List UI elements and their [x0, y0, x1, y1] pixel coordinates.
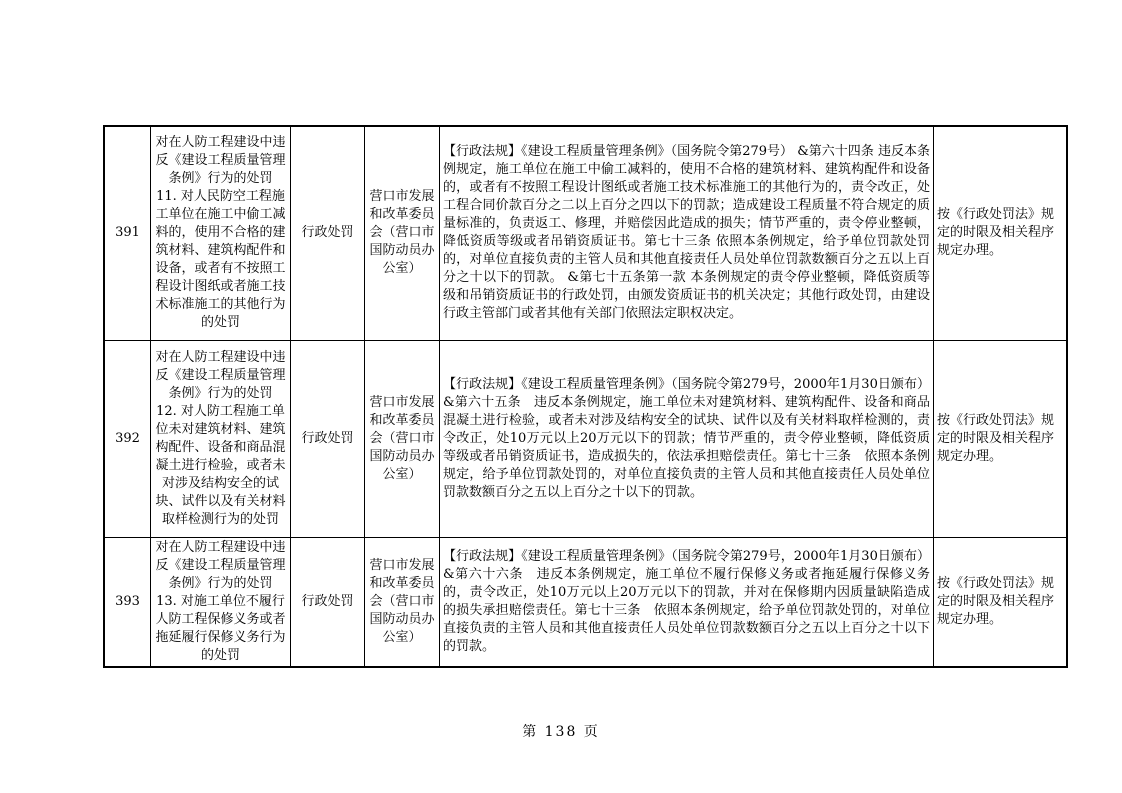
legal-basis-cell: 【行政法规】《建设工程质量管理条例》（国务院令第279号，2000年1月30日颁布）&第六十六条 违反本条例规定，施工单位不履行保修义务或者拖延履行保修义务的，责令改正，处10万元以上20万元以下的罚款，并对在保修期内因质量缺陷造成的损失承担赔偿责任。第七十三条 依照本条例规定，给予单位罚款处罚的，对单位直接负责的主管人员和其他直接责任人员处单位罚款数额百分之五以上百分之十以下的罚款。: [440, 537, 934, 667]
agency-cell: 营口市发展和改革委员会（营口市国防动员办公室）: [365, 340, 440, 537]
row-number-cell: 392: [104, 340, 151, 537]
table-row: [104, 340, 1067, 537]
remark-cell: 按《行政处罚法》规定的时限及相关程序规定办理。: [934, 126, 1068, 340]
remark-cell: 按《行政处罚法》规定的时限及相关程序规定办理。: [934, 537, 1068, 667]
item-title: 对在人防工程建设中违反《建设工程质量管理条例》行为的处罚: [155, 135, 286, 187]
category-cell: 行政处罚: [291, 537, 365, 667]
row-number-cell: 391: [104, 126, 151, 340]
agency-cell: 营口市发展和改革委员会（营口市国防动员办公室）: [365, 126, 440, 340]
table-row: [104, 126, 1067, 340]
item-detail: 12. 对人防工程施工单位未对建筑材料、建筑构配件、设备和商品混凝土进行检验，或者未对涉及结构安全的试块、试件以及有关材料取样检测行为的处罚: [155, 403, 286, 527]
table-row: [104, 537, 1067, 667]
item-title: 对在人防工程建设中违反《建设工程质量管理条例》行为的处罚: [155, 539, 286, 591]
agency-cell: 营口市发展和改革委员会（营口市国防动员办公室）: [365, 537, 440, 667]
row-number-cell: 393: [104, 537, 151, 667]
remark-cell: 按《行政处罚法》规定的时限及相关程序规定办理。: [934, 340, 1068, 537]
category-cell: 行政处罚: [291, 340, 365, 537]
item-detail: 13. 对施工单位不履行人防工程保修义务或者拖延履行保修义务行为的处罚: [155, 593, 286, 663]
item-name-cell: [151, 340, 291, 537]
item-title: 对在人防工程建设中违反《建设工程质量管理条例》行为的处罚: [155, 349, 286, 401]
penalty-items-table: [103, 125, 1068, 668]
category-cell: 行政处罚: [291, 126, 365, 340]
legal-basis-cell: 【行政法规】《建设工程质量管理条例》（国务院令第279号） &第六十四条 违反本条例规定，施工单位在施工中偷工减料的，使用不合格的建筑材料、建筑构配件和设备的，或者有不按照工程设计图纸或者施工技术标准施工的其他行为的，责令改正，处工程合同价款百分之二以上百分之四以下的罚款；造成建设工程质量不符合规定的质量标准的，负责返工、修理，并赔偿因此造成的损失；情节严重的，责令停业整顿，降低资质等级或者吊销资质证书。第七十三条 依照本条例规定，给予单位罚款处罚的，对单位直接负责的主管人员和其他直接责任人员处单位罚款数额百分之五以上百分之十以下的罚款。 &第七十五条第一款 本条例规定的责令停业整顿，降低资质等级和吊销资质证书的行政处罚，由颁发资质证书的机关决定；其他行政处罚，由建设行政主管部门或者其他有关部门依照法定职权决定。: [440, 126, 934, 340]
item-detail: 11. 对人民防空工程施工单位在施工中偷工减料的，使用不合格的建筑材料、建筑构配件和设备，或者有不按照工程设计图纸或者施工技术标准施工的其他行为的处罚: [155, 189, 286, 331]
item-name-cell: [151, 126, 291, 340]
page-number-footer: 第 138 页: [522, 724, 600, 740]
item-name-cell: [151, 537, 291, 667]
legal-basis-cell: 【行政法规】《建设工程质量管理条例》（国务院令第279号，2000年1月30日颁布）&第六十五条 违反本条例规定，施工单位未对建筑材料、建筑构配件、设备和商品混凝土进行检验，或者未对涉及结构安全的试块、试件以及有关材料取样检测的，责令改正，处10万元以上20万元以下的罚款；情节严重的，责令停业整顿，降低资质等级或者吊销资质证书，造成损失的，依法承担赔偿责任。第七十三条 依照本条例规定，给予单位罚款处罚的，对单位直接负责的主管人员和其他直接责任人员处单位罚款数额百分之五以上百分之十以下的罚款。: [440, 340, 934, 537]
